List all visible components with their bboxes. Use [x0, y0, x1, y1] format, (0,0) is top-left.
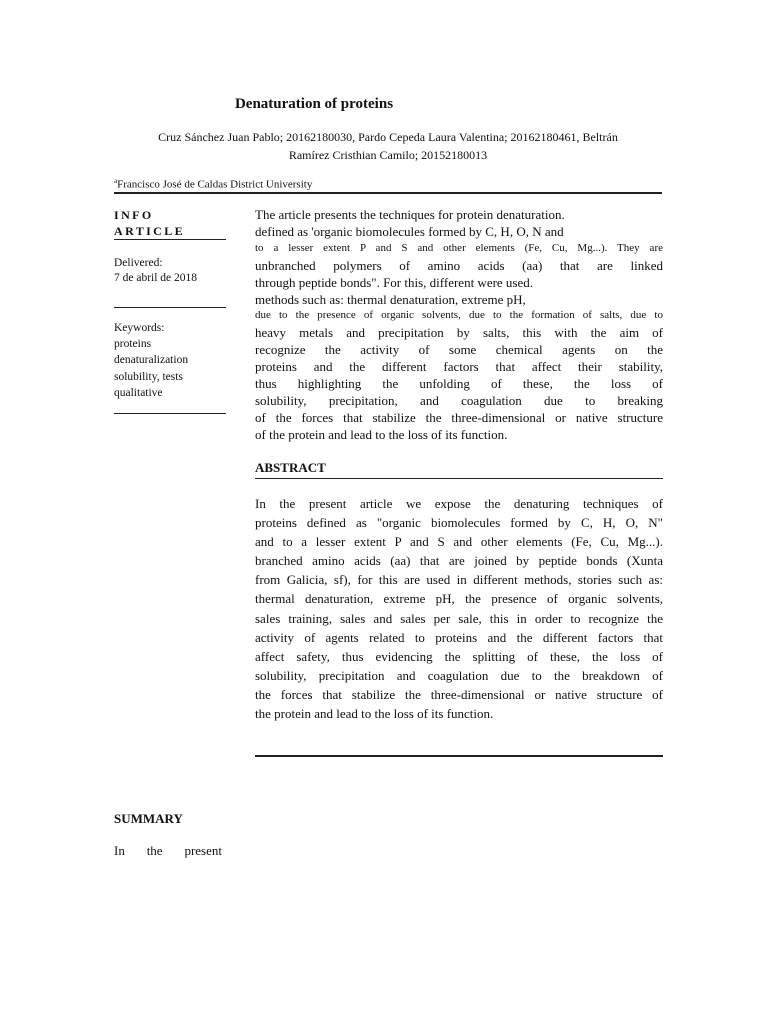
author-line-1: Cruz Sánchez Juan Pablo; 20162180030, Pardo Cepeda Laura Valentina; 20162180461, Beltrán: [158, 130, 618, 144]
author-list: [114, 128, 662, 164]
intro-line: unbranched polymers of amino acids (aa) that are linked: [255, 258, 663, 273]
abstract-line: the forces that stabilize the three-dimensional or native structure of: [255, 686, 663, 702]
abstract-line: the protein and lead to the loss of its function.: [255, 706, 494, 722]
summary-text: In the present: [114, 843, 222, 858]
abstract-heading: ABSTRACT: [255, 460, 326, 475]
info-article-heading: [114, 207, 226, 239]
delivered-label: Delivered:: [114, 257, 163, 269]
intro-line: of the protein and lead to the loss of its function.: [255, 427, 508, 442]
header-divider: [114, 192, 662, 194]
intro-line: thus highlighting the unfolding of these, the loss of: [255, 376, 663, 391]
abstract-line: solubility, precipitation and coagulation due to the breakdown of: [255, 667, 663, 683]
paper-title: Denaturation of proteins: [234, 96, 394, 112]
info-divider-2: [114, 307, 226, 308]
keywords-label: Keywords:: [114, 322, 165, 334]
info-heading-line2: ARTICLE: [114, 224, 186, 238]
intro-line: heavy metals and precipitation by salts, this with the aim of: [255, 325, 663, 340]
intro-line: to a lesser extent P and S and other elements (Fe, Cu, Mg...). They are: [255, 242, 663, 254]
delivered-date: 7 de abril de 2018: [114, 272, 198, 284]
keyword-item: denaturalization: [114, 354, 189, 367]
affiliation: [114, 177, 312, 191]
abstract-line: and to a lesser extent P and S and other elements (Fe, Cu, Mg...).: [255, 534, 663, 550]
info-divider-3: [114, 413, 226, 414]
abstract-line: affect safety, thus evidencing the splitting of these, the loss of: [255, 648, 663, 664]
abstract-line: In the present article we expose the denaturing techniques of: [255, 496, 663, 511]
author-line-2: Ramírez Cristhian Camilo; 20152180013: [288, 148, 488, 162]
keyword-item: qualitative: [114, 386, 163, 399]
abstract-line: thermal denaturation, extreme pH, the presence of organic solvents,: [255, 591, 663, 607]
abstract-line: sales training, sales and sales per sale, this in order to recognize the: [255, 610, 663, 626]
abstract-text: [255, 494, 663, 723]
abstract-line: branched amino acids (aa) that are joined by peptide bonds (Xunta: [255, 553, 663, 569]
intro-line: solubility, precipitation, and coagulation due to breaking: [255, 393, 663, 408]
abstract-line: activity of agents related to proteins and the different factors that: [255, 629, 663, 645]
abstract-line: proteins defined as "organic biomolecules formed by C, H, O, N": [255, 515, 663, 531]
delivered-block: [114, 256, 226, 286]
affiliation-text: Francisco José de Caldas District University: [117, 178, 313, 191]
info-divider-1: [114, 239, 226, 240]
info-heading-line1: INFO: [114, 208, 154, 222]
keyword-item: solubility, tests: [114, 370, 183, 383]
intro-line: The article presents the techniques for protein denaturation.: [255, 207, 565, 222]
intro-line: proteins and the different factors that affect their stability,: [255, 359, 663, 374]
intro-line: defined as 'organic biomolecules formed by C, H, O, N and: [255, 224, 564, 239]
intro-line: recognize the activity of some chemical agents on the: [255, 342, 663, 357]
affiliation-marker: a: [114, 177, 118, 185]
intro-paragraph: [255, 207, 663, 447]
abstract-divider: [255, 478, 663, 479]
intro-line: due to the presence of organic solvents, due to the formation of salts, due to: [255, 309, 663, 321]
intro-line: of the forces that stabilize the three-dimensional or native structure: [255, 410, 663, 425]
summary-heading: SUMMARY: [114, 811, 183, 826]
intro-line: through peptide bonds". For this, different were used.: [255, 275, 534, 290]
intro-line: methods such as: thermal denaturation, extreme pH,: [255, 292, 526, 307]
keywords-block: [114, 320, 226, 401]
abstract-line: from Galicia, sf), for this are used in different methods, stories such as:: [255, 572, 663, 588]
abstract-end-divider: [255, 755, 663, 757]
keyword-item: proteins: [114, 338, 152, 351]
